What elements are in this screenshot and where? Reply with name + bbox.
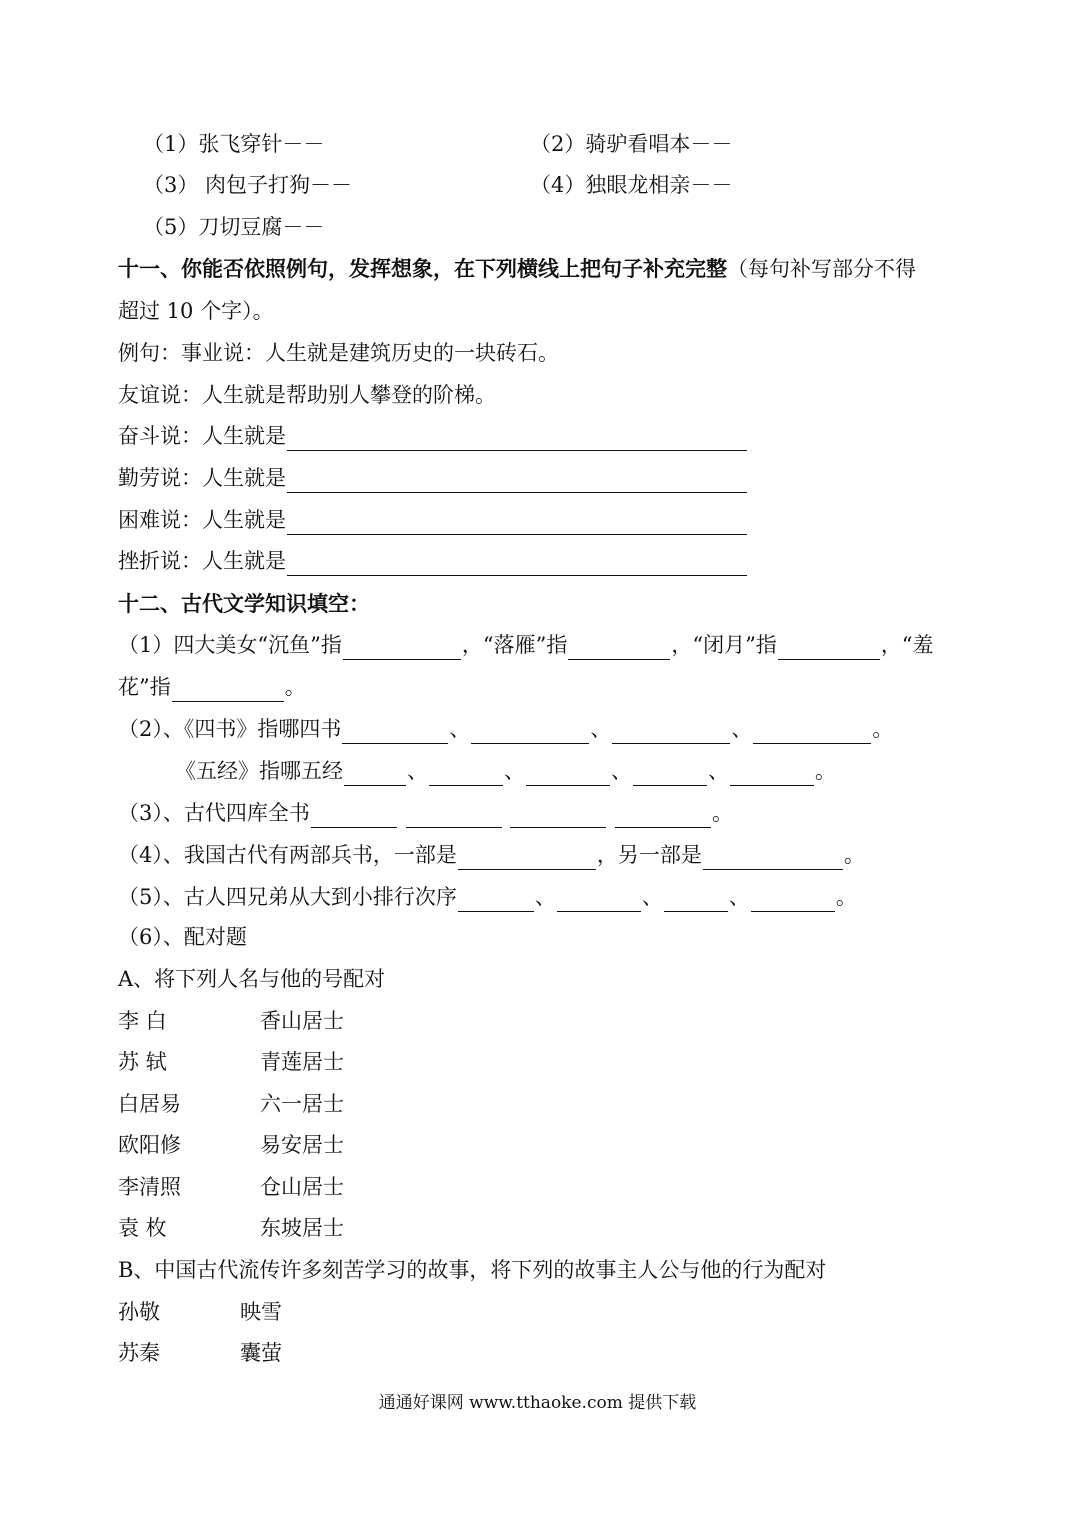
blank-luoyan[interactable]	[568, 637, 670, 660]
blank-wujing-3[interactable]	[526, 763, 610, 786]
q12-p3	[118, 798, 1075, 828]
b-act-1: 映雪	[240, 1300, 282, 1324]
q11-item-2-blank[interactable]	[287, 470, 747, 493]
q11-item-1	[118, 421, 1075, 451]
q11-item-4-label: 挫折说：人生就是	[118, 549, 286, 573]
page-footer: 通通好课网 www.tthaoke.com 提供下载	[378, 1393, 697, 1413]
blank-sishu-3[interactable]	[612, 721, 730, 744]
sep: 、	[534, 885, 556, 909]
a-name-2: 苏 轼	[118, 1050, 167, 1074]
sep: 、	[611, 759, 632, 783]
sep: 、	[728, 885, 750, 909]
a-name-4: 欧阳修	[118, 1133, 181, 1157]
blank-wujing-2[interactable]	[429, 763, 503, 786]
q12-p1-a: （1）四大美女“沉鱼”指	[118, 633, 342, 657]
q11-heading: 十一、你能否依照例句，发挥想象，在下列横线上把句子补充完整	[118, 256, 727, 281]
sep: 、	[641, 885, 663, 909]
blank-chenyu[interactable]	[343, 637, 461, 660]
b-act-2: 囊萤	[240, 1341, 282, 1365]
blank-siku-1[interactable]	[311, 805, 397, 828]
sep: 、	[708, 759, 729, 783]
blank-sishu-4[interactable]	[753, 721, 871, 744]
end-mark: 。	[872, 717, 894, 741]
q11-item-2	[118, 463, 1075, 493]
q12-p1-e: 花”指	[118, 675, 171, 699]
blank-wujing-5[interactable]	[730, 763, 814, 786]
a-hao-6: 东坡居士	[260, 1216, 344, 1240]
sep: 、	[590, 717, 612, 741]
blank-wujing-4[interactable]	[633, 763, 707, 786]
a-name-5: 李清照	[118, 1175, 181, 1199]
a-hao-1: 香山居士	[260, 1009, 344, 1033]
q11-item-3-blank[interactable]	[287, 512, 747, 535]
q11-item-3	[118, 505, 1075, 535]
q11-heading-line	[118, 254, 1075, 284]
blank-siku-2[interactable]	[406, 805, 502, 828]
q12-p3-label: （3）、古代四库全书	[118, 801, 310, 825]
blank-paihang-4[interactable]	[751, 889, 835, 912]
q12-p2-a: （2）、《四书》指哪四书	[118, 717, 342, 741]
a-hao-2: 青莲居士	[260, 1050, 344, 1074]
a-name-3: 白居易	[118, 1092, 181, 1116]
q12-p1	[118, 630, 1075, 660]
blank-paihang-3[interactable]	[664, 889, 728, 912]
q12-p2-wujing	[175, 756, 1075, 786]
a-name-1: 李 白	[118, 1009, 167, 1033]
q11-item-1-label: 奋斗说：人生就是	[118, 424, 286, 448]
blank-siku-3[interactable]	[510, 805, 606, 828]
blank-bingshu-2[interactable]	[703, 847, 843, 870]
q11-item-4-blank[interactable]	[287, 553, 747, 576]
q11-note: （每句补写部分不得	[727, 257, 916, 281]
blank-bingshu-1[interactable]	[458, 847, 596, 870]
q11-note-2: 超过 10 个字）。	[118, 299, 274, 323]
idiom-2: （2）骑驴看唱本－－	[530, 132, 733, 156]
q12-p4	[118, 840, 1075, 870]
end-mark: 。	[835, 885, 857, 909]
a-hao-5: 仓山居士	[260, 1175, 344, 1199]
q12-p4-a: （4）、我国古代有两部兵书，一部是	[118, 843, 457, 867]
sep: 、	[407, 759, 428, 783]
q11-example: 例句：事业说：人生就是建筑历史的一块砖石。	[118, 341, 559, 365]
q12-a-title: A、将下列人名与他的号配对	[118, 967, 386, 991]
blank-biyue[interactable]	[778, 637, 880, 660]
blank-xiuhua[interactable]	[172, 679, 284, 702]
blank-sishu-1[interactable]	[342, 721, 448, 744]
b-name-2: 苏秦	[118, 1341, 160, 1365]
q11-item-1-blank[interactable]	[287, 428, 747, 451]
q12-p5	[118, 882, 1075, 912]
q11-item-3-label: 困难说：人生就是	[118, 508, 286, 532]
q12-p1-cont	[118, 672, 1075, 702]
q12-p1-f: 。	[284, 675, 306, 699]
a-hao-3: 六一居士	[260, 1092, 344, 1116]
q12-heading: 十二、古代文学知识填空：	[118, 591, 370, 616]
sep: 、	[504, 759, 525, 783]
idiom-4: （4）独眼龙相亲－－	[530, 173, 733, 197]
q11-item-2-label: 勤劳说：人生就是	[118, 466, 286, 490]
q12-p2-b: 《五经》指哪五经	[175, 759, 343, 783]
idiom-1: （1）张飞穿针－－	[143, 132, 325, 156]
end-mark: 。	[843, 843, 865, 867]
idiom-5: （5）刀切豆腐－－	[143, 215, 325, 239]
a-hao-4: 易安居士	[260, 1133, 344, 1157]
sep: 、	[449, 717, 471, 741]
q12-p6: （6）、配对题	[118, 925, 247, 949]
blank-paihang-2[interactable]	[557, 889, 641, 912]
idiom-3: （3） 肉包子打狗－－	[143, 173, 353, 197]
q11-example-2: 友谊说：人生就是帮助别人攀登的阶梯。	[118, 383, 496, 407]
q12-b-title: B、中国古代流传许多刻苦学习的故事，将下列的故事主人公与他的行为配对	[118, 1258, 827, 1282]
b-name-1: 孙敬	[118, 1300, 160, 1324]
sep: 、	[731, 717, 753, 741]
q12-p4-b: ，另一部是	[596, 843, 702, 867]
q12-p5-label: （5）、古人四兄弟从大到小排行次序	[118, 885, 457, 909]
blank-wujing-1[interactable]	[344, 763, 406, 786]
a-name-6: 袁 枚	[118, 1216, 167, 1240]
end-mark: 。	[815, 759, 836, 783]
blank-siku-4[interactable]	[615, 805, 711, 828]
q12-p1-b: ，“落雁”指	[461, 633, 568, 657]
q12-p1-c: ，“闭月”指	[671, 633, 777, 657]
blank-paihang-1[interactable]	[458, 889, 534, 912]
q12-p2	[118, 714, 1075, 744]
end-mark: 。	[711, 801, 733, 825]
q11-item-4	[118, 546, 1075, 576]
blank-sishu-2[interactable]	[471, 721, 589, 744]
q12-p1-d: ，“羞	[880, 633, 934, 657]
